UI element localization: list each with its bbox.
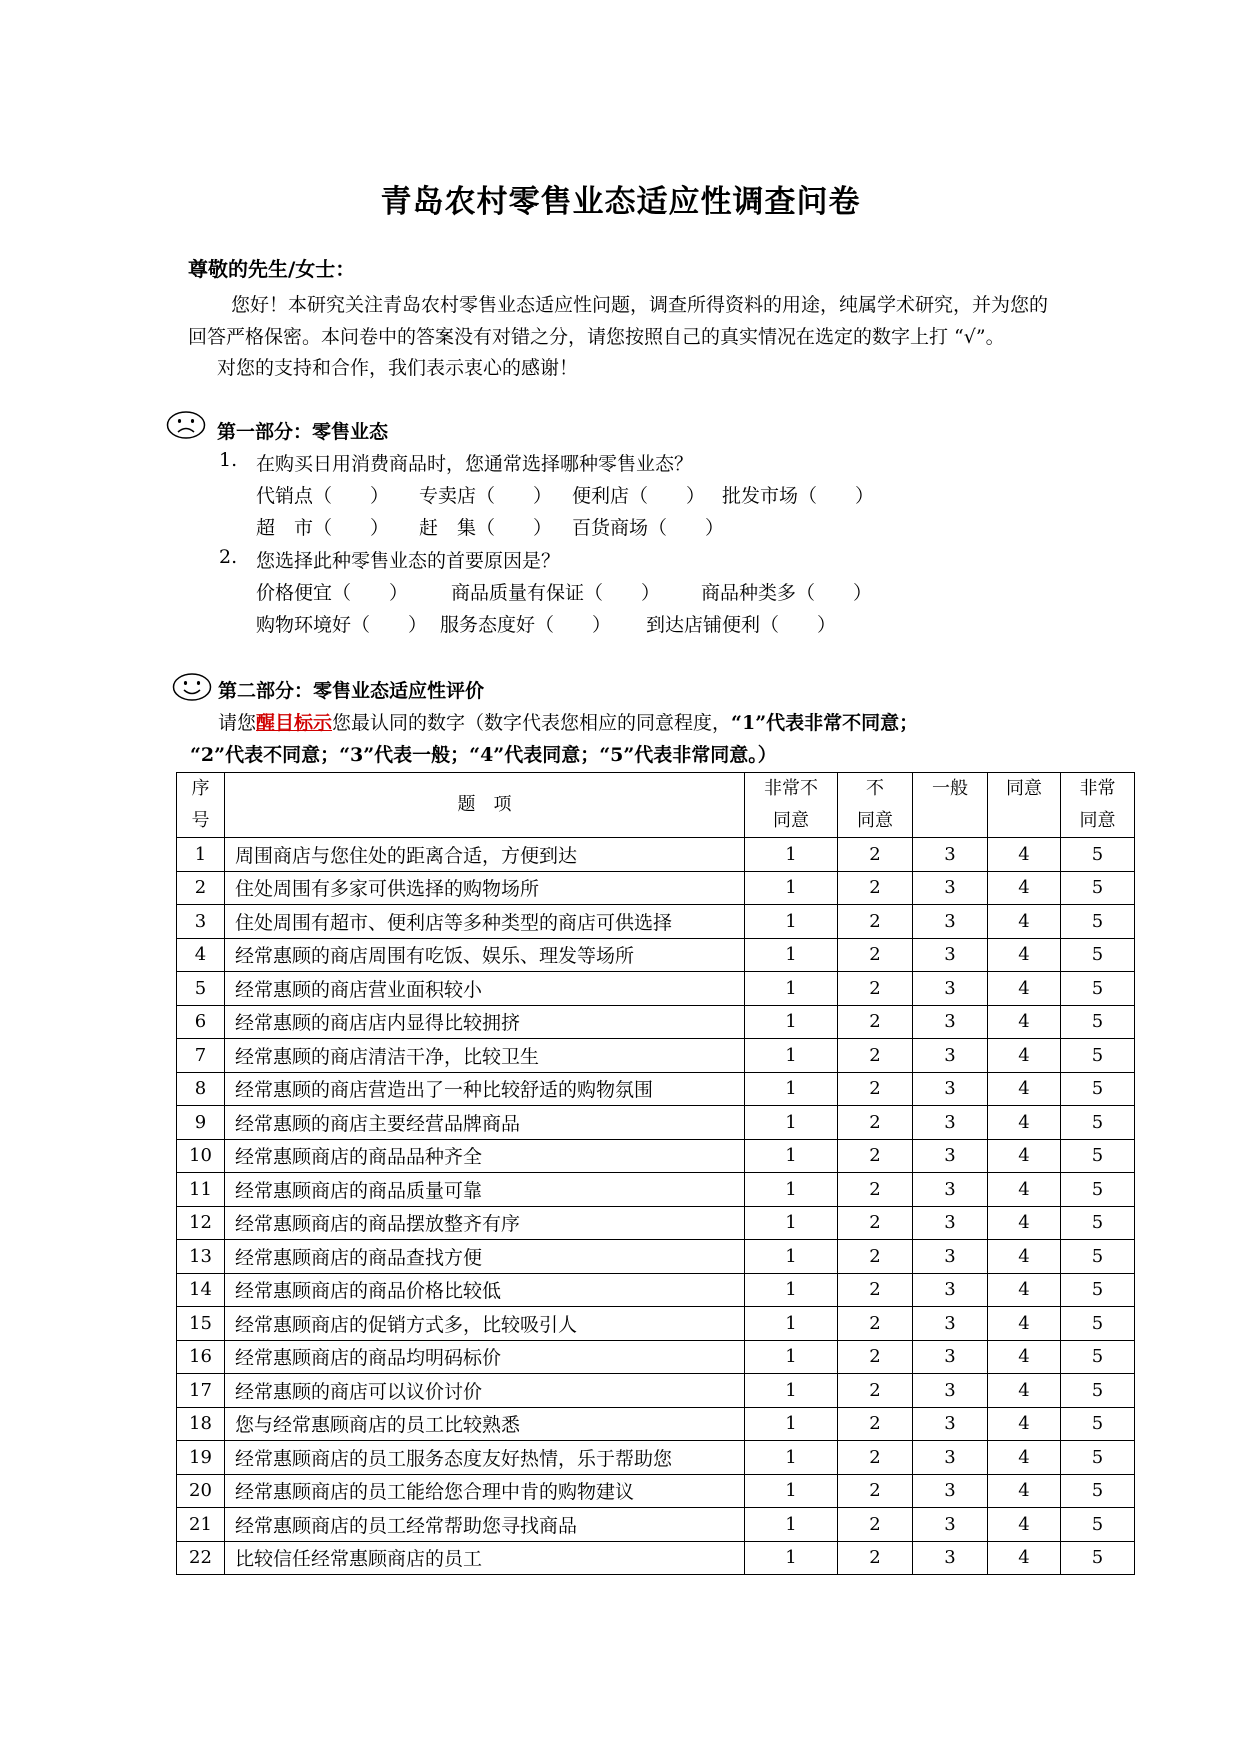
table-row <box>177 1307 1135 1341</box>
q1-option[interactable]: 代销点（ ） <box>256 485 390 507</box>
rating-option[interactable]: 1 <box>745 838 838 872</box>
q1-option[interactable]: 百货商场（ ） <box>572 517 725 539</box>
row-number: 9 <box>177 1106 225 1140</box>
row-item-text: 经常惠顾商店的商品查找方便 <box>225 1240 745 1274</box>
rating-option[interactable]: 2 <box>838 1307 913 1341</box>
q2-options-row-2 <box>256 610 836 637</box>
rating-option[interactable]: 1 <box>745 1173 838 1207</box>
rating-option[interactable]: 2 <box>838 938 913 972</box>
rating-option[interactable]: 5 <box>1061 1139 1135 1173</box>
table-row <box>177 1441 1135 1475</box>
rating-option[interactable]: 2 <box>838 1441 913 1475</box>
rating-option[interactable]: 3 <box>913 1441 988 1475</box>
rating-option[interactable]: 2 <box>838 1407 913 1441</box>
rating-option[interactable]: 2 <box>838 871 913 905</box>
rating-option[interactable]: 1 <box>745 1072 838 1106</box>
q2-option[interactable]: 到达店铺便利（ ） <box>646 614 837 636</box>
rating-option[interactable]: 4 <box>988 871 1061 905</box>
table-row <box>177 1005 1135 1039</box>
row-number: 15 <box>177 1307 225 1341</box>
rating-option[interactable]: 2 <box>838 1541 913 1575</box>
rating-option[interactable]: 4 <box>988 1072 1061 1106</box>
row-number: 4 <box>177 938 225 972</box>
rating-option[interactable]: 4 <box>988 938 1061 972</box>
rating-option[interactable]: 2 <box>838 905 913 939</box>
row-number: 14 <box>177 1273 225 1307</box>
rating-option[interactable]: 2 <box>838 1139 913 1173</box>
rating-option[interactable]: 5 <box>1061 1240 1135 1274</box>
row-number: 6 <box>177 1005 225 1039</box>
row-item-text: 经常惠顾商店的员工服务态度友好热情，乐于帮助您 <box>225 1441 745 1475</box>
rating-option[interactable]: 3 <box>913 905 988 939</box>
rating-option[interactable]: 3 <box>913 1307 988 1341</box>
rating-option[interactable]: 1 <box>745 905 838 939</box>
rating-option[interactable]: 4 <box>988 972 1061 1006</box>
rating-option[interactable]: 2 <box>838 838 913 872</box>
row-item-text: 经常惠顾商店的员工能给您合理中肯的购物建议 <box>225 1474 745 1508</box>
rating-option[interactable]: 5 <box>1061 838 1135 872</box>
rating-option[interactable]: 3 <box>913 1072 988 1106</box>
rating-option[interactable]: 3 <box>913 972 988 1006</box>
rating-option[interactable]: 2 <box>838 972 913 1006</box>
q1-options-row-2 <box>256 513 724 540</box>
row-item-text: 住处周围有超市、便利店等多种类型的商店可供选择 <box>225 905 745 939</box>
rating-option[interactable]: 4 <box>988 1039 1061 1073</box>
rating-option[interactable]: 4 <box>988 1139 1061 1173</box>
rating-option[interactable]: 5 <box>1061 1173 1135 1207</box>
row-item-text: 经常惠顾的商店营造出了一种比较舒适的购物氛围 <box>225 1072 745 1106</box>
row-number: 22 <box>177 1541 225 1575</box>
rating-option[interactable]: 1 <box>745 972 838 1006</box>
row-number: 13 <box>177 1240 225 1274</box>
rating-option[interactable]: 3 <box>913 1106 988 1140</box>
rating-option[interactable]: 1 <box>745 1106 838 1140</box>
rating-option[interactable]: 5 <box>1061 1005 1135 1039</box>
rating-option[interactable]: 2 <box>838 1072 913 1106</box>
table-row <box>177 972 1135 1006</box>
row-item-text: 比较信任经常惠顾商店的员工 <box>225 1541 745 1575</box>
part2-instructions-line-2: “2”代表不同意；“3”代表一般；“4”代表同意；“5”代表非常同意。） <box>190 744 777 766</box>
table-body <box>177 838 1135 1575</box>
table-row <box>177 1541 1135 1575</box>
rating-option[interactable]: 4 <box>988 1005 1061 1039</box>
row-number: 7 <box>177 1039 225 1073</box>
table-row <box>177 905 1135 939</box>
row-number: 5 <box>177 972 225 1006</box>
table-header-row <box>177 773 1135 838</box>
rating-option[interactable]: 3 <box>913 1273 988 1307</box>
header-disagree: 不 同意 <box>838 773 913 838</box>
row-number: 1 <box>177 838 225 872</box>
rating-option[interactable]: 4 <box>988 905 1061 939</box>
rating-option[interactable]: 5 <box>1061 1407 1135 1441</box>
rating-option[interactable]: 4 <box>988 1106 1061 1140</box>
q1-option[interactable]: 专卖店（ ） <box>419 485 553 507</box>
row-item-text: 经常惠顾商店的商品价格比较低 <box>225 1273 745 1307</box>
row-number: 8 <box>177 1072 225 1106</box>
rating-option[interactable]: 1 <box>745 1273 838 1307</box>
rating-option[interactable]: 4 <box>988 1173 1061 1207</box>
rating-option[interactable]: 3 <box>913 1508 988 1542</box>
row-number: 19 <box>177 1441 225 1475</box>
instr-highlight: 醒目标示 <box>256 712 333 734</box>
row-item-text: 经常惠顾的商店周围有吃饭、娱乐、理发等场所 <box>225 938 745 972</box>
table-row <box>177 1340 1135 1374</box>
rating-option[interactable]: 5 <box>1061 1206 1135 1240</box>
rating-option[interactable]: 3 <box>913 1206 988 1240</box>
header-strongly-agree: 非常 同意 <box>1061 773 1135 838</box>
q1-text: 在购买日用消费商品时，您通常选择哪种零售业态？ <box>256 453 694 475</box>
part2-instructions-line-1 <box>218 708 918 735</box>
intro-line-3: 对您的支持和合作，我们表示衷心的感谢！ <box>217 357 579 379</box>
smile-face-icon <box>172 672 212 702</box>
rating-option[interactable]: 4 <box>988 1508 1061 1542</box>
table-row <box>177 1206 1135 1240</box>
rating-option[interactable]: 1 <box>745 1039 838 1073</box>
intro-line-2: 回答严格保密。本问卷中的答案没有对错之分，请您按照自己的真实情况在选定的数字上打 “√”。 <box>188 326 1005 348</box>
q2-option[interactable]: 商品质量有保证（ ） <box>451 582 661 604</box>
rating-option[interactable]: 3 <box>913 1240 988 1274</box>
rating-option[interactable]: 3 <box>913 1173 988 1207</box>
rating-option[interactable]: 5 <box>1061 1039 1135 1073</box>
rating-option[interactable]: 5 <box>1061 1106 1135 1140</box>
rating-option[interactable]: 1 <box>745 1474 838 1508</box>
row-item-text: 经常惠顾商店的商品品种齐全 <box>225 1139 745 1173</box>
rating-option[interactable]: 3 <box>913 1340 988 1374</box>
row-item-text: 您与经常惠顾商店的员工比较熟悉 <box>225 1407 745 1441</box>
row-number: 12 <box>177 1206 225 1240</box>
rating-option[interactable]: 5 <box>1061 1508 1135 1542</box>
rating-option[interactable]: 5 <box>1061 972 1135 1006</box>
row-number: 21 <box>177 1508 225 1542</box>
row-item-text: 经常惠顾的商店主要经营品牌商品 <box>225 1106 745 1140</box>
table-row <box>177 1474 1135 1508</box>
row-number: 2 <box>177 871 225 905</box>
rating-option[interactable]: 3 <box>913 1407 988 1441</box>
rating-option[interactable]: 2 <box>838 1474 913 1508</box>
rating-option[interactable]: 1 <box>745 1340 838 1374</box>
rating-option[interactable]: 5 <box>1061 871 1135 905</box>
rating-option[interactable]: 1 <box>745 1307 838 1341</box>
rating-option[interactable]: 1 <box>745 1407 838 1441</box>
rating-option[interactable]: 3 <box>913 938 988 972</box>
instr-prefix: 请您 <box>218 712 257 734</box>
table-row <box>177 1139 1135 1173</box>
rating-option[interactable]: 1 <box>745 1441 838 1475</box>
table-row <box>177 1106 1135 1140</box>
rating-option[interactable]: 4 <box>988 1407 1061 1441</box>
row-number: 16 <box>177 1340 225 1374</box>
rating-option[interactable]: 5 <box>1061 938 1135 972</box>
rating-option[interactable]: 3 <box>913 1474 988 1508</box>
table-row <box>177 1039 1135 1073</box>
rating-option[interactable]: 5 <box>1061 1374 1135 1408</box>
part2-heading: 第二部分：零售业态适应性评价 <box>218 680 485 702</box>
rating-option[interactable]: 5 <box>1061 1441 1135 1475</box>
rating-option[interactable]: 4 <box>988 1374 1061 1408</box>
rating-option[interactable]: 4 <box>988 1340 1061 1374</box>
rating-option[interactable]: 3 <box>913 871 988 905</box>
row-item-text: 周围商店与您住处的距离合适，方便到达 <box>225 838 745 872</box>
q1-option[interactable]: 批发市场（ ） <box>722 485 875 507</box>
rating-option[interactable]: 5 <box>1061 1340 1135 1374</box>
table-row <box>177 1407 1135 1441</box>
row-item-text: 经常惠顾的商店营业面积较小 <box>225 972 745 1006</box>
table-row <box>177 871 1135 905</box>
rating-option[interactable]: 3 <box>913 1005 988 1039</box>
rating-option[interactable]: 5 <box>1061 1474 1135 1508</box>
rating-option[interactable]: 4 <box>988 1441 1061 1475</box>
row-item-text: 经常惠顾商店的商品均明码标价 <box>225 1340 745 1374</box>
rating-option[interactable]: 1 <box>745 1005 838 1039</box>
q1-option[interactable]: 便利店（ ） <box>572 485 706 507</box>
q1-option[interactable]: 赶 集（ ） <box>419 517 553 539</box>
part1-heading: 第一部分：零售业态 <box>217 421 389 443</box>
q2-text: 您选择此种零售业态的首要原因是？ <box>256 550 561 572</box>
rating-option[interactable]: 5 <box>1061 1541 1135 1575</box>
rating-option[interactable]: 3 <box>913 1374 988 1408</box>
rating-option[interactable]: 5 <box>1061 905 1135 939</box>
rating-option[interactable]: 2 <box>838 1039 913 1073</box>
q2-option[interactable]: 服务态度好（ ） <box>440 614 612 636</box>
rating-option[interactable]: 5 <box>1061 1072 1135 1106</box>
row-item-text: 经常惠顾商店的促销方式多，比较吸引人 <box>225 1307 745 1341</box>
row-item-text: 经常惠顾的商店店内显得比较拥挤 <box>225 1005 745 1039</box>
q2-option[interactable]: 购物环境好（ ） <box>256 614 428 636</box>
row-item-text: 经常惠顾的商店可以议价讨价 <box>225 1374 745 1408</box>
rating-option[interactable]: 3 <box>913 1039 988 1073</box>
rating-option[interactable]: 4 <box>988 1240 1061 1274</box>
row-number: 3 <box>177 905 225 939</box>
rating-option[interactable]: 2 <box>838 1106 913 1140</box>
instr-mid: 您最认同的数字（数字代表您相应的同意程度， <box>332 712 732 734</box>
row-item-text: 经常惠顾的商店清洁干净，比较卫生 <box>225 1039 745 1073</box>
table-row <box>177 1374 1135 1408</box>
q2-options-row-1 <box>256 578 872 605</box>
row-item-text: 经常惠顾商店的员工经常帮助您寻找商品 <box>225 1508 745 1542</box>
table-row <box>177 1508 1135 1542</box>
rating-table <box>176 772 1135 1575</box>
rating-option[interactable]: 1 <box>745 871 838 905</box>
header-agree: 同意 <box>988 773 1061 838</box>
rating-option[interactable]: 3 <box>913 838 988 872</box>
row-number: 18 <box>177 1407 225 1441</box>
rating-option[interactable]: 2 <box>838 1340 913 1374</box>
rating-option[interactable]: 1 <box>745 1541 838 1575</box>
q2-number: 2. <box>219 546 238 568</box>
row-item-text: 经常惠顾商店的商品摆放整齐有序 <box>225 1206 745 1240</box>
rating-option[interactable]: 2 <box>838 1374 913 1408</box>
rating-option[interactable]: 4 <box>988 1273 1061 1307</box>
row-number: 11 <box>177 1173 225 1207</box>
rating-option[interactable]: 4 <box>988 1474 1061 1508</box>
rating-option[interactable]: 4 <box>988 1541 1061 1575</box>
rating-option[interactable]: 2 <box>838 1005 913 1039</box>
rating-option[interactable]: 4 <box>988 1307 1061 1341</box>
q1-option[interactable]: 超 市（ ） <box>256 517 390 539</box>
header-neutral: 一般 <box>913 773 988 838</box>
table-row <box>177 1173 1135 1207</box>
rating-option[interactable]: 2 <box>838 1273 913 1307</box>
q2-option[interactable]: 商品种类多（ ） <box>701 582 873 604</box>
header-seq: 序 号 <box>177 773 225 838</box>
table-row <box>177 938 1135 972</box>
sad-face-icon <box>166 410 206 440</box>
rating-option[interactable]: 2 <box>838 1240 913 1274</box>
row-item-text: 住处周围有多家可供选择的购物场所 <box>225 871 745 905</box>
instr-scale-1: “1”代表非常不同意； <box>731 712 919 734</box>
salutation: 尊敬的先生/女士： <box>188 257 356 281</box>
table-row <box>177 838 1135 872</box>
q1-options-row-1 <box>256 481 874 508</box>
q2-option[interactable]: 价格便宜（ ） <box>256 582 409 604</box>
page-title: 青岛农村零售业态适应性调查问卷 <box>380 184 861 220</box>
rating-option[interactable]: 3 <box>913 1541 988 1575</box>
rating-option[interactable]: 1 <box>745 938 838 972</box>
rating-option[interactable]: 1 <box>745 1374 838 1408</box>
row-number: 20 <box>177 1474 225 1508</box>
row-number: 10 <box>177 1139 225 1173</box>
rating-option[interactable]: 5 <box>1061 1307 1135 1341</box>
rating-option[interactable]: 2 <box>838 1173 913 1207</box>
rating-option[interactable]: 1 <box>745 1139 838 1173</box>
intro-line-1: 您好！本研究关注青岛农村零售业态适应性问题，调查所得资料的用途，纯属学术研究，并为您的 <box>231 294 1049 316</box>
row-item-text: 经常惠顾商店的商品质量可靠 <box>225 1173 745 1207</box>
rating-option[interactable]: 5 <box>1061 1273 1135 1307</box>
rating-option[interactable]: 3 <box>913 1139 988 1173</box>
header-item: 题 项 <box>225 773 745 838</box>
rating-option[interactable]: 4 <box>988 838 1061 872</box>
row-number: 17 <box>177 1374 225 1408</box>
table-row <box>177 1240 1135 1274</box>
rating-option[interactable]: 4 <box>988 1206 1061 1240</box>
table-row <box>177 1072 1135 1106</box>
header-strongly-disagree: 非常不 同意 <box>745 773 838 838</box>
rating-option[interactable]: 1 <box>745 1240 838 1274</box>
rating-option[interactable]: 1 <box>745 1206 838 1240</box>
table-row <box>177 1273 1135 1307</box>
rating-option[interactable]: 2 <box>838 1206 913 1240</box>
q1-number: 1. <box>219 449 238 471</box>
rating-option[interactable]: 1 <box>745 1508 838 1542</box>
rating-option[interactable]: 2 <box>838 1508 913 1542</box>
